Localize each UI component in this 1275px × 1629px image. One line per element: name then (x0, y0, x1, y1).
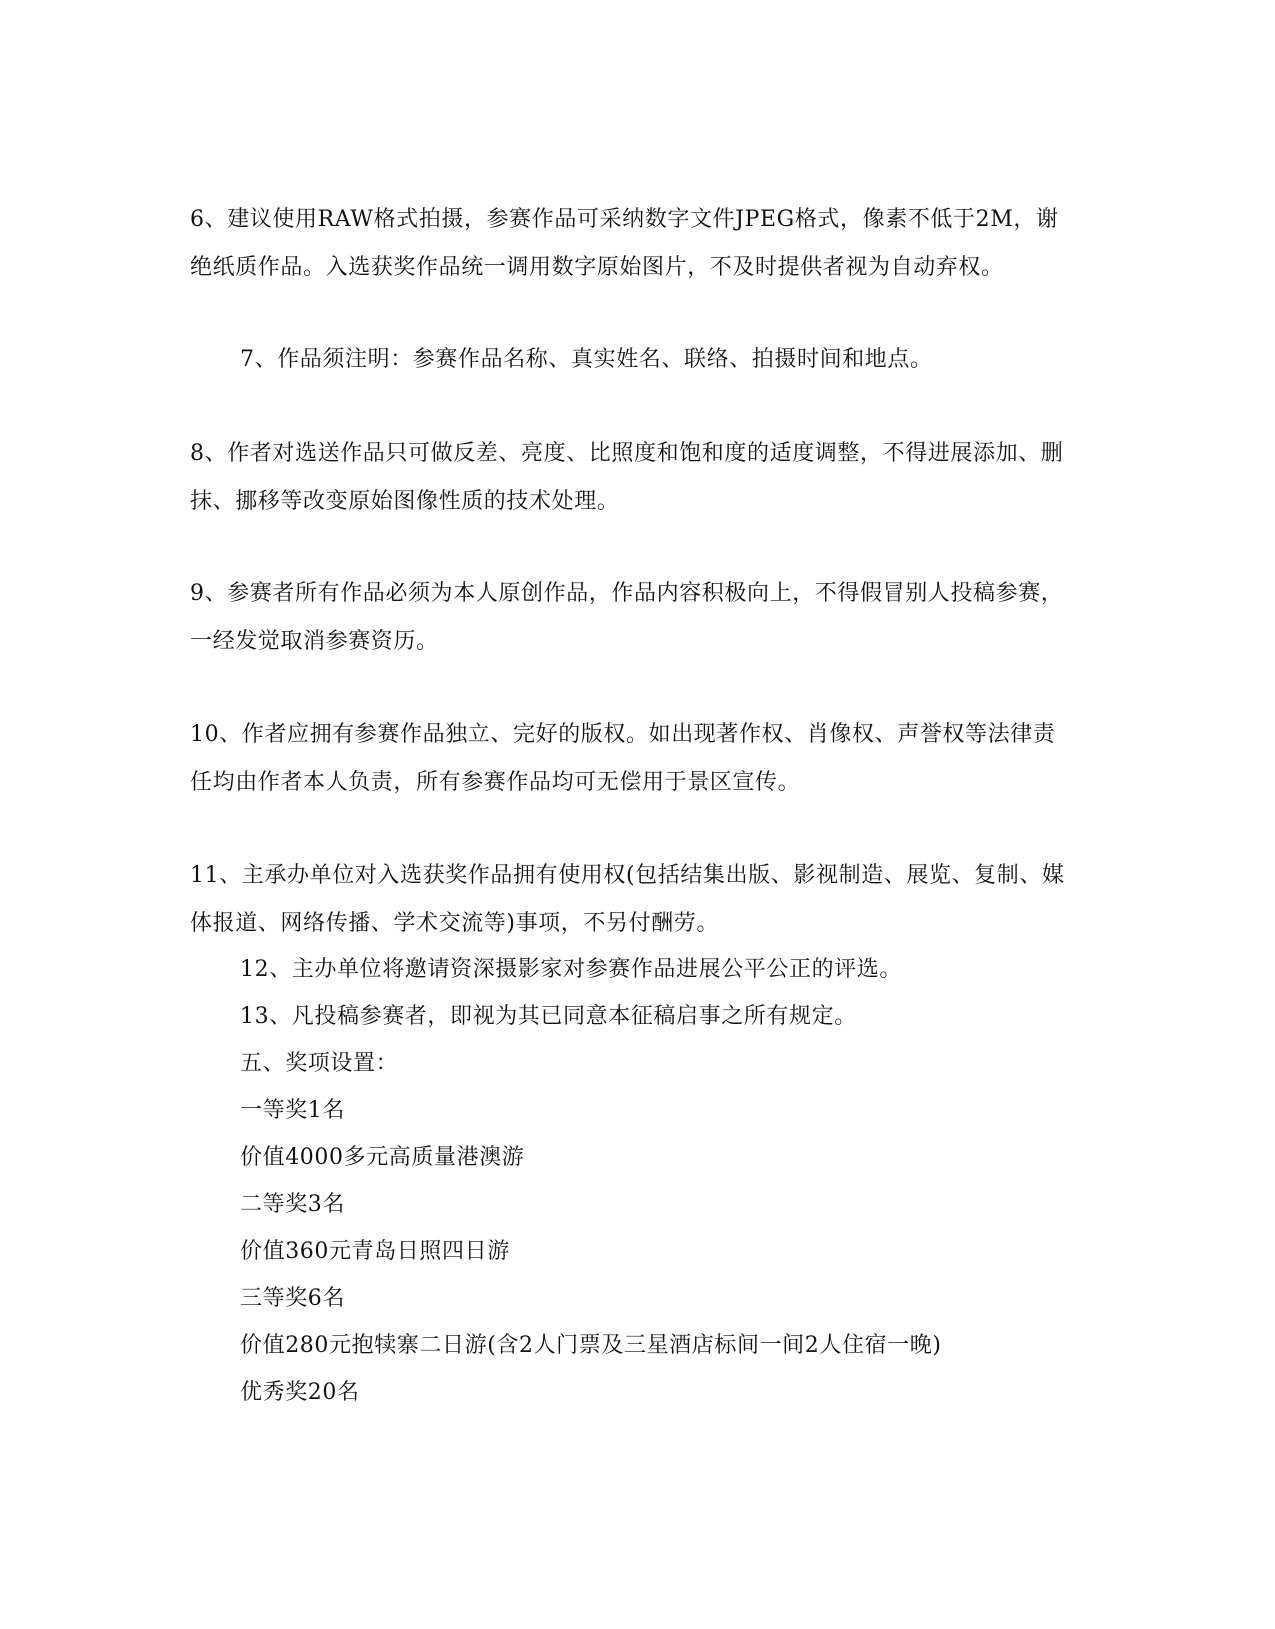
paragraph-item-12: 12、主办单位将邀请资深摄影家对参赛作品进展公平公正的评选。 (240, 957, 902, 982)
award-first-prize: 一等奖1名 (240, 1098, 345, 1123)
award-second-prize: 二等奖3名 (240, 1192, 345, 1217)
award-third-prize: 三等奖6名 (240, 1286, 345, 1311)
paragraph-item-13: 13、凡投稿参赛者，即视为其已同意本征稿启事之所有规定。 (240, 1004, 857, 1029)
paragraph-item-8: 8、作者对选送作品只可做反差、亮度、比照度和饱和度的适度调整，不得进展添加、删抹、挪移等改变原始图像性质的技术处理。 (190, 441, 1064, 514)
paragraph-item-6: 6、建议使用RAW格式拍摄，参赛作品可采纳数字文件JPEG格式，像素不低于2M，谢绝纸质作品。入选获奖作品统一调用数字原始图片，不及时提供者视为自动弃权。 (190, 207, 1059, 280)
paragraph-item-11: 11、主承办单位对入选获奖作品拥有使用权(包括结集出版、影视制造、展览、复制、媒体报道、网络传播、学术交流等)事项，不另付酬劳。 (190, 863, 1065, 936)
paragraph-item-7: 7、作品须注明：参赛作品名称、真实姓名、联络、拍摄时间和地点。 (240, 347, 933, 372)
award-third-prize-value: 价值280元抱犊寨二日游(含2人门票及三星酒店标间一间2人住宿一晚) (240, 1333, 942, 1358)
paragraph-item-9: 9、参赛者所有作品必须为本人原创作品，作品内容积极向上，不得假冒别人投稿参赛，一经发觉取消参赛资历。 (190, 581, 1064, 654)
award-first-prize-value: 价值4000多元高质量港澳游 (240, 1145, 525, 1170)
section-heading-awards: 五、奖项设置： (240, 1051, 399, 1076)
award-second-prize-value: 价值360元青岛日照四日游 (240, 1239, 510, 1264)
paragraph-item-10: 10、作者应拥有参赛作品独立、完好的版权。如出现著作权、肖像权、声誉权等法律责任均由作者本人负责，所有参赛作品均可无偿用于景区宣传。 (190, 722, 1056, 795)
award-excellence-prize: 优秀奖20名 (240, 1380, 360, 1405)
